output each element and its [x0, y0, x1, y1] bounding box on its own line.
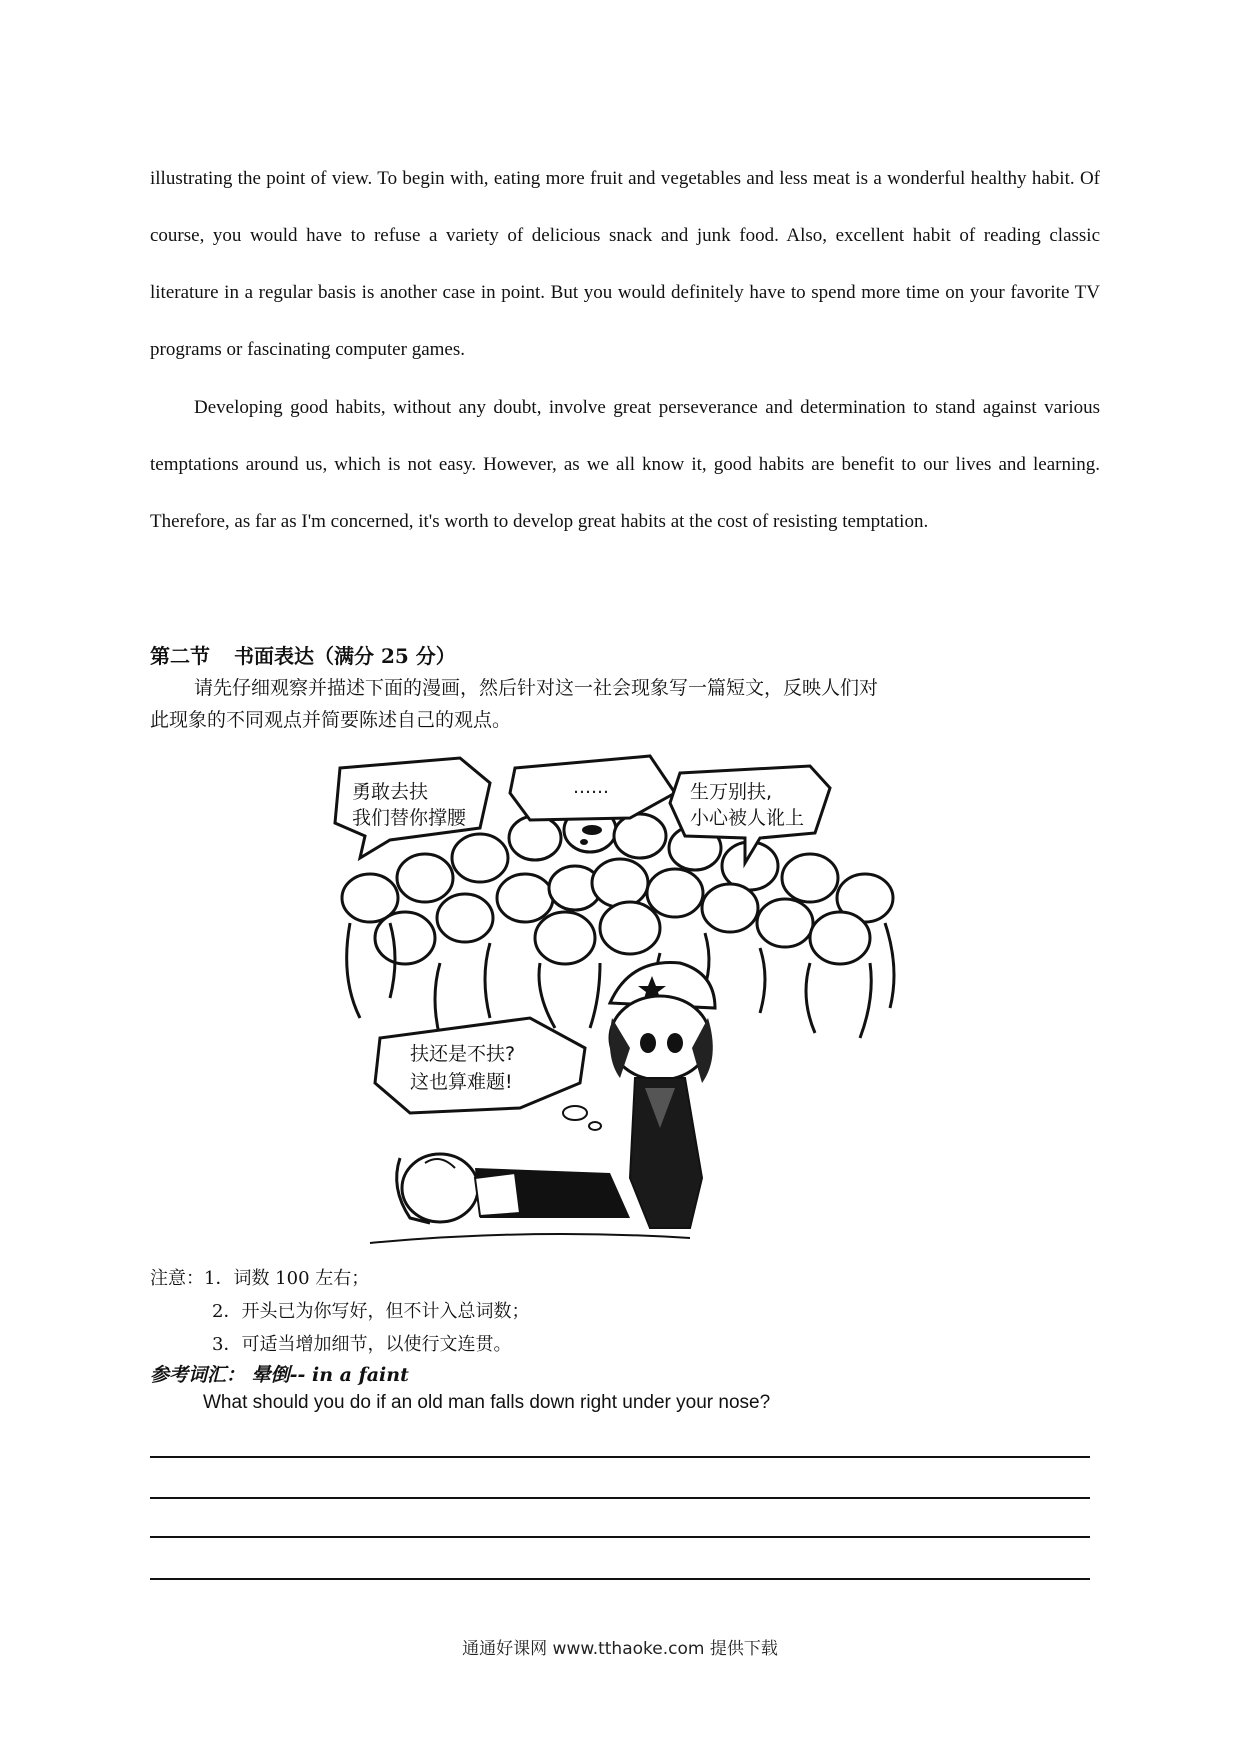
crowd-head	[509, 816, 561, 860]
instruction-line-2: 此现象的不同观点并简要陈述自己的观点。	[150, 709, 512, 731]
crowd-head	[600, 902, 660, 954]
crowd-head	[614, 814, 666, 858]
crowd-head	[757, 899, 813, 947]
bubble-bottom-line2: 这也算难题!	[410, 1071, 513, 1093]
crowd-head	[375, 912, 435, 964]
bubble-right-line1: 生万别扶,	[690, 781, 773, 803]
bubble-right-line2: 小心被人讹上	[690, 807, 805, 829]
crowd-head	[497, 874, 553, 922]
crowd-head	[702, 884, 758, 932]
bubble-left-line2: 我们替你撑腰	[352, 807, 467, 829]
thought-bubble-bottom	[375, 1018, 601, 1130]
bubble-top-text: ……	[573, 777, 609, 798]
writing-line[interactable]	[150, 1497, 1090, 1499]
note-item-1: 1．词数 100 左右；	[204, 1268, 370, 1289]
crowd-head	[535, 912, 595, 964]
bubble-bottom-line1: 扶还是不扶?	[410, 1043, 516, 1065]
bubble-left-line1: 勇敢去扶	[352, 781, 429, 803]
writing-line[interactable]	[150, 1536, 1090, 1538]
section-heading: 书面表达（满分 25 分）	[234, 644, 456, 668]
note-item-3: 3．可适当增加细节，以使行文连贯。	[212, 1334, 512, 1355]
section-number: 第二节	[150, 644, 210, 668]
instruction-line-1: 请先仔细观察并描述下面的漫画，然后针对这一社会现象写一篇短文，反映人们对	[194, 677, 879, 699]
crowd-head	[592, 859, 648, 907]
crowd-head	[810, 912, 870, 964]
crowd-head	[782, 854, 838, 902]
essay-paragraph-1: illustrating the point of view. To begin with, eating more fruit and vegetables and less meat is a wonderful healthy habit. Of course, you would have to refuse a variety of delicious snack and junk food. Also, excellent habit of reading classic literature in a regular basis is another case in point. But you would definitely have to spend more time on your favorite TV programs or fascinating computer games.	[150, 168, 1100, 360]
crowd-head	[397, 854, 453, 902]
cartoon-illustration	[330, 748, 910, 1248]
page-footer: 通通好课网 www.tthaoke.com 提供下载	[462, 1639, 778, 1659]
opening-sentence: What should you do if an old man falls down right under your nose?	[203, 1392, 771, 1413]
reference-vocabulary: 参考词汇： 晕倒-- in a faint	[150, 1364, 409, 1386]
notes-block	[150, 1262, 529, 1361]
note-item-2: 2．开头已为你写好，但不计入总词数；	[212, 1301, 530, 1322]
writing-line[interactable]	[150, 1578, 1090, 1580]
notes-label: 注意：	[150, 1268, 204, 1289]
crowd-head	[437, 894, 493, 942]
writing-line[interactable]	[150, 1456, 1090, 1458]
child-figure	[610, 963, 715, 1229]
section-title	[150, 640, 456, 669]
essay-paragraph-2: Developing good habits, without any doubt, involve great perseverance and determination to stand against various temptations around us, which is not easy. However, as we all know it, good habits are benefit to our lives and learning. Therefore, as far as I'm concerned, it's worth to develop great habits at the cost of resisting temptation.	[150, 397, 1100, 532]
crowd-head	[452, 834, 508, 882]
crowd-head	[647, 869, 703, 917]
